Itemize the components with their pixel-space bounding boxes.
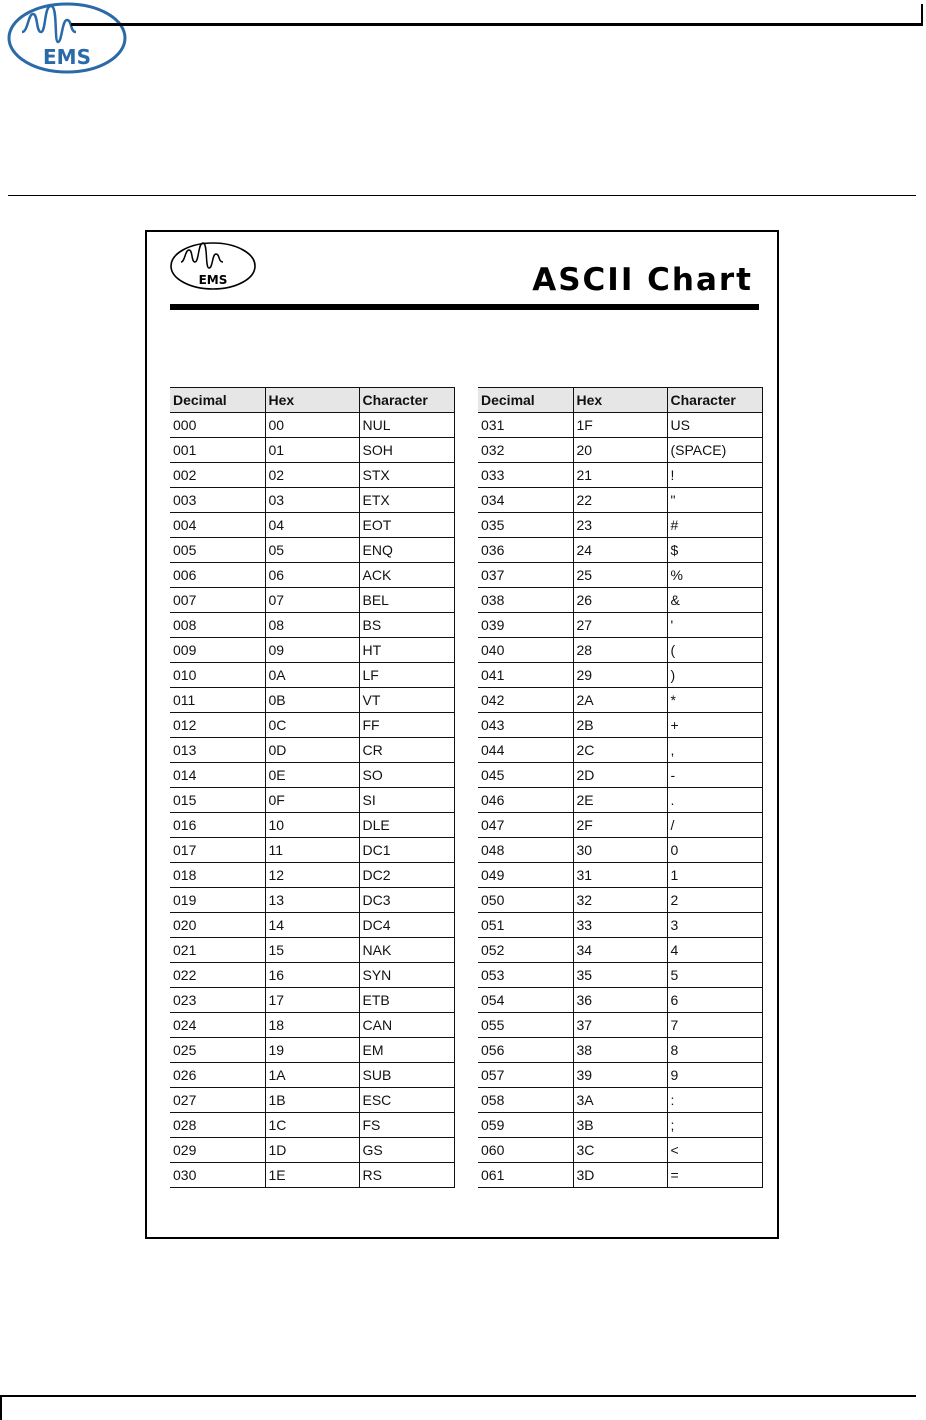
character-cell: LF <box>359 663 454 688</box>
decimal-cell: 035 <box>478 513 573 538</box>
hex-cell: 39 <box>573 1063 667 1088</box>
decimal-cell: 033 <box>478 463 573 488</box>
decimal-cell: 001 <box>170 438 265 463</box>
decimal-cell: 036 <box>478 538 573 563</box>
hex-cell: 02 <box>265 463 359 488</box>
table-row <box>478 638 762 663</box>
character-cell: ) <box>667 663 762 688</box>
hex-cell: 00 <box>265 413 359 438</box>
hex-cell: 07 <box>265 588 359 613</box>
table-row <box>170 938 454 963</box>
table-row <box>170 963 454 988</box>
character-cell: , <box>667 738 762 763</box>
hex-cell: 1B <box>265 1088 359 1113</box>
decimal-cell: 011 <box>170 688 265 713</box>
character-cell: & <box>667 588 762 613</box>
character-cell: EOT <box>359 513 454 538</box>
hex-cell: 32 <box>573 888 667 913</box>
character-cell: BS <box>359 613 454 638</box>
table-row <box>478 1138 762 1163</box>
character-cell: " <box>667 488 762 513</box>
decimal-cell: 018 <box>170 863 265 888</box>
ascii-chart-card <box>145 230 779 1239</box>
decimal-cell: 029 <box>170 1138 265 1163</box>
table-row <box>478 538 762 563</box>
hex-cell: 31 <box>573 863 667 888</box>
table-row <box>170 1113 454 1138</box>
character-cell: FF <box>359 713 454 738</box>
hex-cell: 0A <box>265 663 359 688</box>
table-row <box>478 938 762 963</box>
hex-cell: 35 <box>573 963 667 988</box>
decimal-cell: 016 <box>170 813 265 838</box>
table-row <box>170 1038 454 1063</box>
decimal-cell: 004 <box>170 513 265 538</box>
character-cell: CAN <box>359 1013 454 1038</box>
character-cell: ACK <box>359 563 454 588</box>
character-cell: = <box>667 1163 762 1188</box>
table-row <box>170 838 454 863</box>
decimal-cell: 040 <box>478 638 573 663</box>
table-row <box>478 813 762 838</box>
character-cell: ; <box>667 1113 762 1138</box>
character-cell: SO <box>359 763 454 788</box>
decimal-cell: 014 <box>170 763 265 788</box>
table-row <box>478 463 762 488</box>
decimal-cell: 022 <box>170 963 265 988</box>
table-row <box>478 788 762 813</box>
hex-cell: 37 <box>573 1013 667 1038</box>
table-row <box>170 488 454 513</box>
decimal-cell: 052 <box>478 938 573 963</box>
decimal-cell: 054 <box>478 988 573 1013</box>
table-row <box>170 663 454 688</box>
ascii-table-right <box>478 387 763 1188</box>
character-cell: - <box>667 763 762 788</box>
decimal-cell: 056 <box>478 1038 573 1063</box>
hex-cell: 23 <box>573 513 667 538</box>
hex-cell: 25 <box>573 563 667 588</box>
decimal-cell: 042 <box>478 688 573 713</box>
table-row <box>170 863 454 888</box>
character-cell: SYN <box>359 963 454 988</box>
hex-cell: 01 <box>265 438 359 463</box>
character-cell: SI <box>359 788 454 813</box>
hex-cell: 3C <box>573 1138 667 1163</box>
hex-cell: 0B <box>265 688 359 713</box>
hex-cell: 06 <box>265 563 359 588</box>
decimal-cell: 007 <box>170 588 265 613</box>
hex-cell: 2F <box>573 813 667 838</box>
character-cell: US <box>667 413 762 438</box>
hex-cell: 2C <box>573 738 667 763</box>
hex-cell: 14 <box>265 913 359 938</box>
character-cell: 4 <box>667 938 762 963</box>
hex-cell: 13 <box>265 888 359 913</box>
table-row <box>478 838 762 863</box>
table-row <box>170 1063 454 1088</box>
table-row <box>478 713 762 738</box>
header-rule-tick <box>921 4 923 25</box>
decimal-cell: 021 <box>170 938 265 963</box>
character-cell: ESC <box>359 1088 454 1113</box>
character-cell: HT <box>359 638 454 663</box>
table-row <box>478 688 762 713</box>
footer-rule-tick <box>0 1395 2 1420</box>
decimal-cell: 008 <box>170 613 265 638</box>
decimal-cell: 025 <box>170 1038 265 1063</box>
character-cell: ETX <box>359 488 454 513</box>
card-ems-logo <box>169 240 257 292</box>
hex-cell: 04 <box>265 513 359 538</box>
hex-cell: 33 <box>573 913 667 938</box>
character-cell: 8 <box>667 1038 762 1063</box>
decimal-cell: 051 <box>478 913 573 938</box>
decimal-cell: 048 <box>478 838 573 863</box>
decimal-cell: 028 <box>170 1113 265 1138</box>
decimal-cell: 009 <box>170 638 265 663</box>
decimal-cell: 038 <box>478 588 573 613</box>
column-header: Hex <box>573 388 667 413</box>
character-cell: ( <box>667 638 762 663</box>
decimal-cell: 034 <box>478 488 573 513</box>
hex-cell: 24 <box>573 538 667 563</box>
decimal-cell: 044 <box>478 738 573 763</box>
character-cell: (SPACE) <box>667 438 762 463</box>
table-row <box>170 713 454 738</box>
character-cell: 5 <box>667 963 762 988</box>
hex-cell: 1A <box>265 1063 359 1088</box>
ems-logo <box>6 2 128 74</box>
table-row <box>170 888 454 913</box>
table-row <box>478 738 762 763</box>
character-cell: BEL <box>359 588 454 613</box>
hex-cell: 28 <box>573 638 667 663</box>
table-row <box>478 913 762 938</box>
character-cell: NUL <box>359 413 454 438</box>
decimal-cell: 017 <box>170 838 265 863</box>
hex-cell: 17 <box>265 988 359 1013</box>
hex-cell: 12 <box>265 863 359 888</box>
chart-title: ASCII Chart <box>532 262 753 298</box>
hex-cell: 21 <box>573 463 667 488</box>
hex-cell: 38 <box>573 1038 667 1063</box>
table-row <box>478 588 762 613</box>
hex-cell: 15 <box>265 938 359 963</box>
hex-cell: 3D <box>573 1163 667 1188</box>
table-row <box>170 988 454 1013</box>
decimal-cell: 010 <box>170 663 265 688</box>
hex-cell: 09 <box>265 638 359 663</box>
decimal-cell: 047 <box>478 813 573 838</box>
hex-cell: 0E <box>265 763 359 788</box>
hex-cell: 0F <box>265 788 359 813</box>
character-cell: RS <box>359 1163 454 1188</box>
hex-cell: 03 <box>265 488 359 513</box>
decimal-cell: 061 <box>478 1163 573 1188</box>
character-cell: GS <box>359 1138 454 1163</box>
table-row <box>170 588 454 613</box>
table-row <box>170 763 454 788</box>
column-header: Decimal <box>478 388 573 413</box>
hex-cell: 3B <box>573 1113 667 1138</box>
hex-cell: 3A <box>573 1088 667 1113</box>
title-rule <box>170 304 759 310</box>
table-row <box>170 738 454 763</box>
hex-cell: 2B <box>573 713 667 738</box>
decimal-cell: 026 <box>170 1063 265 1088</box>
character-cell: < <box>667 1138 762 1163</box>
hex-cell: 2D <box>573 763 667 788</box>
character-cell: 6 <box>667 988 762 1013</box>
character-cell: : <box>667 1088 762 1113</box>
section-divider <box>8 195 916 196</box>
table-row <box>170 1163 454 1188</box>
hex-cell: 27 <box>573 613 667 638</box>
decimal-cell: 059 <box>478 1113 573 1138</box>
hex-cell: 36 <box>573 988 667 1013</box>
table-row <box>478 963 762 988</box>
decimal-cell: 015 <box>170 788 265 813</box>
table-row <box>478 1088 762 1113</box>
table-row <box>170 638 454 663</box>
character-cell: DLE <box>359 813 454 838</box>
character-cell: # <box>667 513 762 538</box>
hex-cell: 08 <box>265 613 359 638</box>
character-cell: ' <box>667 613 762 638</box>
decimal-cell: 020 <box>170 913 265 938</box>
decimal-cell: 053 <box>478 963 573 988</box>
decimal-cell: 039 <box>478 613 573 638</box>
hex-cell: 11 <box>265 838 359 863</box>
decimal-cell: 003 <box>170 488 265 513</box>
hex-cell: 22 <box>573 488 667 513</box>
hex-cell: 19 <box>265 1038 359 1063</box>
character-cell: 1 <box>667 863 762 888</box>
table-row <box>478 613 762 638</box>
decimal-cell: 050 <box>478 888 573 913</box>
decimal-cell: 005 <box>170 538 265 563</box>
table-row <box>170 563 454 588</box>
character-cell: DC4 <box>359 913 454 938</box>
decimal-cell: 002 <box>170 463 265 488</box>
table-row <box>478 1013 762 1038</box>
svg-text:EMS: EMS <box>198 273 228 287</box>
hex-cell: 2A <box>573 688 667 713</box>
table-row <box>478 663 762 688</box>
character-cell: NAK <box>359 938 454 963</box>
decimal-cell: 023 <box>170 988 265 1013</box>
character-cell: 9 <box>667 1063 762 1088</box>
footer-rule <box>0 1395 916 1397</box>
table-row <box>170 513 454 538</box>
character-cell: FS <box>359 1113 454 1138</box>
decimal-cell: 019 <box>170 888 265 913</box>
table-row <box>170 1013 454 1038</box>
decimal-cell: 037 <box>478 563 573 588</box>
decimal-cell: 012 <box>170 713 265 738</box>
character-cell: % <box>667 563 762 588</box>
hex-cell: 2E <box>573 788 667 813</box>
character-cell: ETB <box>359 988 454 1013</box>
table-row <box>170 613 454 638</box>
table-row <box>170 913 454 938</box>
character-cell: SUB <box>359 1063 454 1088</box>
table-row <box>478 1038 762 1063</box>
character-cell: 3 <box>667 913 762 938</box>
character-cell: $ <box>667 538 762 563</box>
character-cell: + <box>667 713 762 738</box>
table-row <box>478 513 762 538</box>
hex-cell: 16 <box>265 963 359 988</box>
table-row <box>170 463 454 488</box>
decimal-cell: 060 <box>478 1138 573 1163</box>
table-row <box>478 763 762 788</box>
table-row <box>478 1063 762 1088</box>
decimal-cell: 013 <box>170 738 265 763</box>
character-cell: 7 <box>667 1013 762 1038</box>
hex-cell: 1D <box>265 1138 359 1163</box>
table-row <box>478 988 762 1013</box>
table-row <box>170 688 454 713</box>
decimal-cell: 058 <box>478 1088 573 1113</box>
svg-text:EMS: EMS <box>43 45 91 69</box>
hex-cell: 30 <box>573 838 667 863</box>
character-cell: STX <box>359 463 454 488</box>
character-cell: 0 <box>667 838 762 863</box>
hex-cell: 10 <box>265 813 359 838</box>
character-cell: SOH <box>359 438 454 463</box>
hex-cell: 1F <box>573 413 667 438</box>
character-cell: VT <box>359 688 454 713</box>
table-row <box>478 1113 762 1138</box>
character-cell: . <box>667 788 762 813</box>
character-cell: DC3 <box>359 888 454 913</box>
hex-cell: 05 <box>265 538 359 563</box>
table-row <box>478 888 762 913</box>
hex-cell: 0C <box>265 713 359 738</box>
table-row <box>478 563 762 588</box>
character-cell: ENQ <box>359 538 454 563</box>
character-cell: / <box>667 813 762 838</box>
decimal-cell: 057 <box>478 1063 573 1088</box>
hex-cell: 1C <box>265 1113 359 1138</box>
decimal-cell: 027 <box>170 1088 265 1113</box>
character-cell: CR <box>359 738 454 763</box>
table-row <box>478 863 762 888</box>
table-row <box>170 1088 454 1113</box>
hex-cell: 18 <box>265 1013 359 1038</box>
decimal-cell: 032 <box>478 438 573 463</box>
table-row <box>170 438 454 463</box>
decimal-cell: 031 <box>478 413 573 438</box>
table-row <box>170 538 454 563</box>
table-row <box>170 413 454 438</box>
column-header: Decimal <box>170 388 265 413</box>
table-row <box>170 788 454 813</box>
hex-cell: 1E <box>265 1163 359 1188</box>
hex-cell: 29 <box>573 663 667 688</box>
decimal-cell: 055 <box>478 1013 573 1038</box>
table-row <box>478 1163 762 1188</box>
header-rule <box>71 23 923 26</box>
hex-cell: 26 <box>573 588 667 613</box>
decimal-cell: 030 <box>170 1163 265 1188</box>
table-row <box>478 438 762 463</box>
character-cell: DC2 <box>359 863 454 888</box>
table-row <box>170 1138 454 1163</box>
hex-cell: 20 <box>573 438 667 463</box>
column-header: Character <box>359 388 454 413</box>
table-row <box>478 413 762 438</box>
column-header: Character <box>667 388 762 413</box>
decimal-cell: 024 <box>170 1013 265 1038</box>
decimal-cell: 006 <box>170 563 265 588</box>
hex-cell: 0D <box>265 738 359 763</box>
character-cell: 2 <box>667 888 762 913</box>
ascii-table-left <box>170 387 455 1188</box>
table-row <box>170 813 454 838</box>
column-header: Hex <box>265 388 359 413</box>
character-cell: EM <box>359 1038 454 1063</box>
table-row <box>478 488 762 513</box>
decimal-cell: 041 <box>478 663 573 688</box>
decimal-cell: 043 <box>478 713 573 738</box>
decimal-cell: 045 <box>478 763 573 788</box>
table-header-row <box>170 388 454 413</box>
decimal-cell: 049 <box>478 863 573 888</box>
decimal-cell: 046 <box>478 788 573 813</box>
character-cell: * <box>667 688 762 713</box>
table-header-row <box>478 388 762 413</box>
decimal-cell: 000 <box>170 413 265 438</box>
character-cell: DC1 <box>359 838 454 863</box>
hex-cell: 34 <box>573 938 667 963</box>
character-cell: ! <box>667 463 762 488</box>
